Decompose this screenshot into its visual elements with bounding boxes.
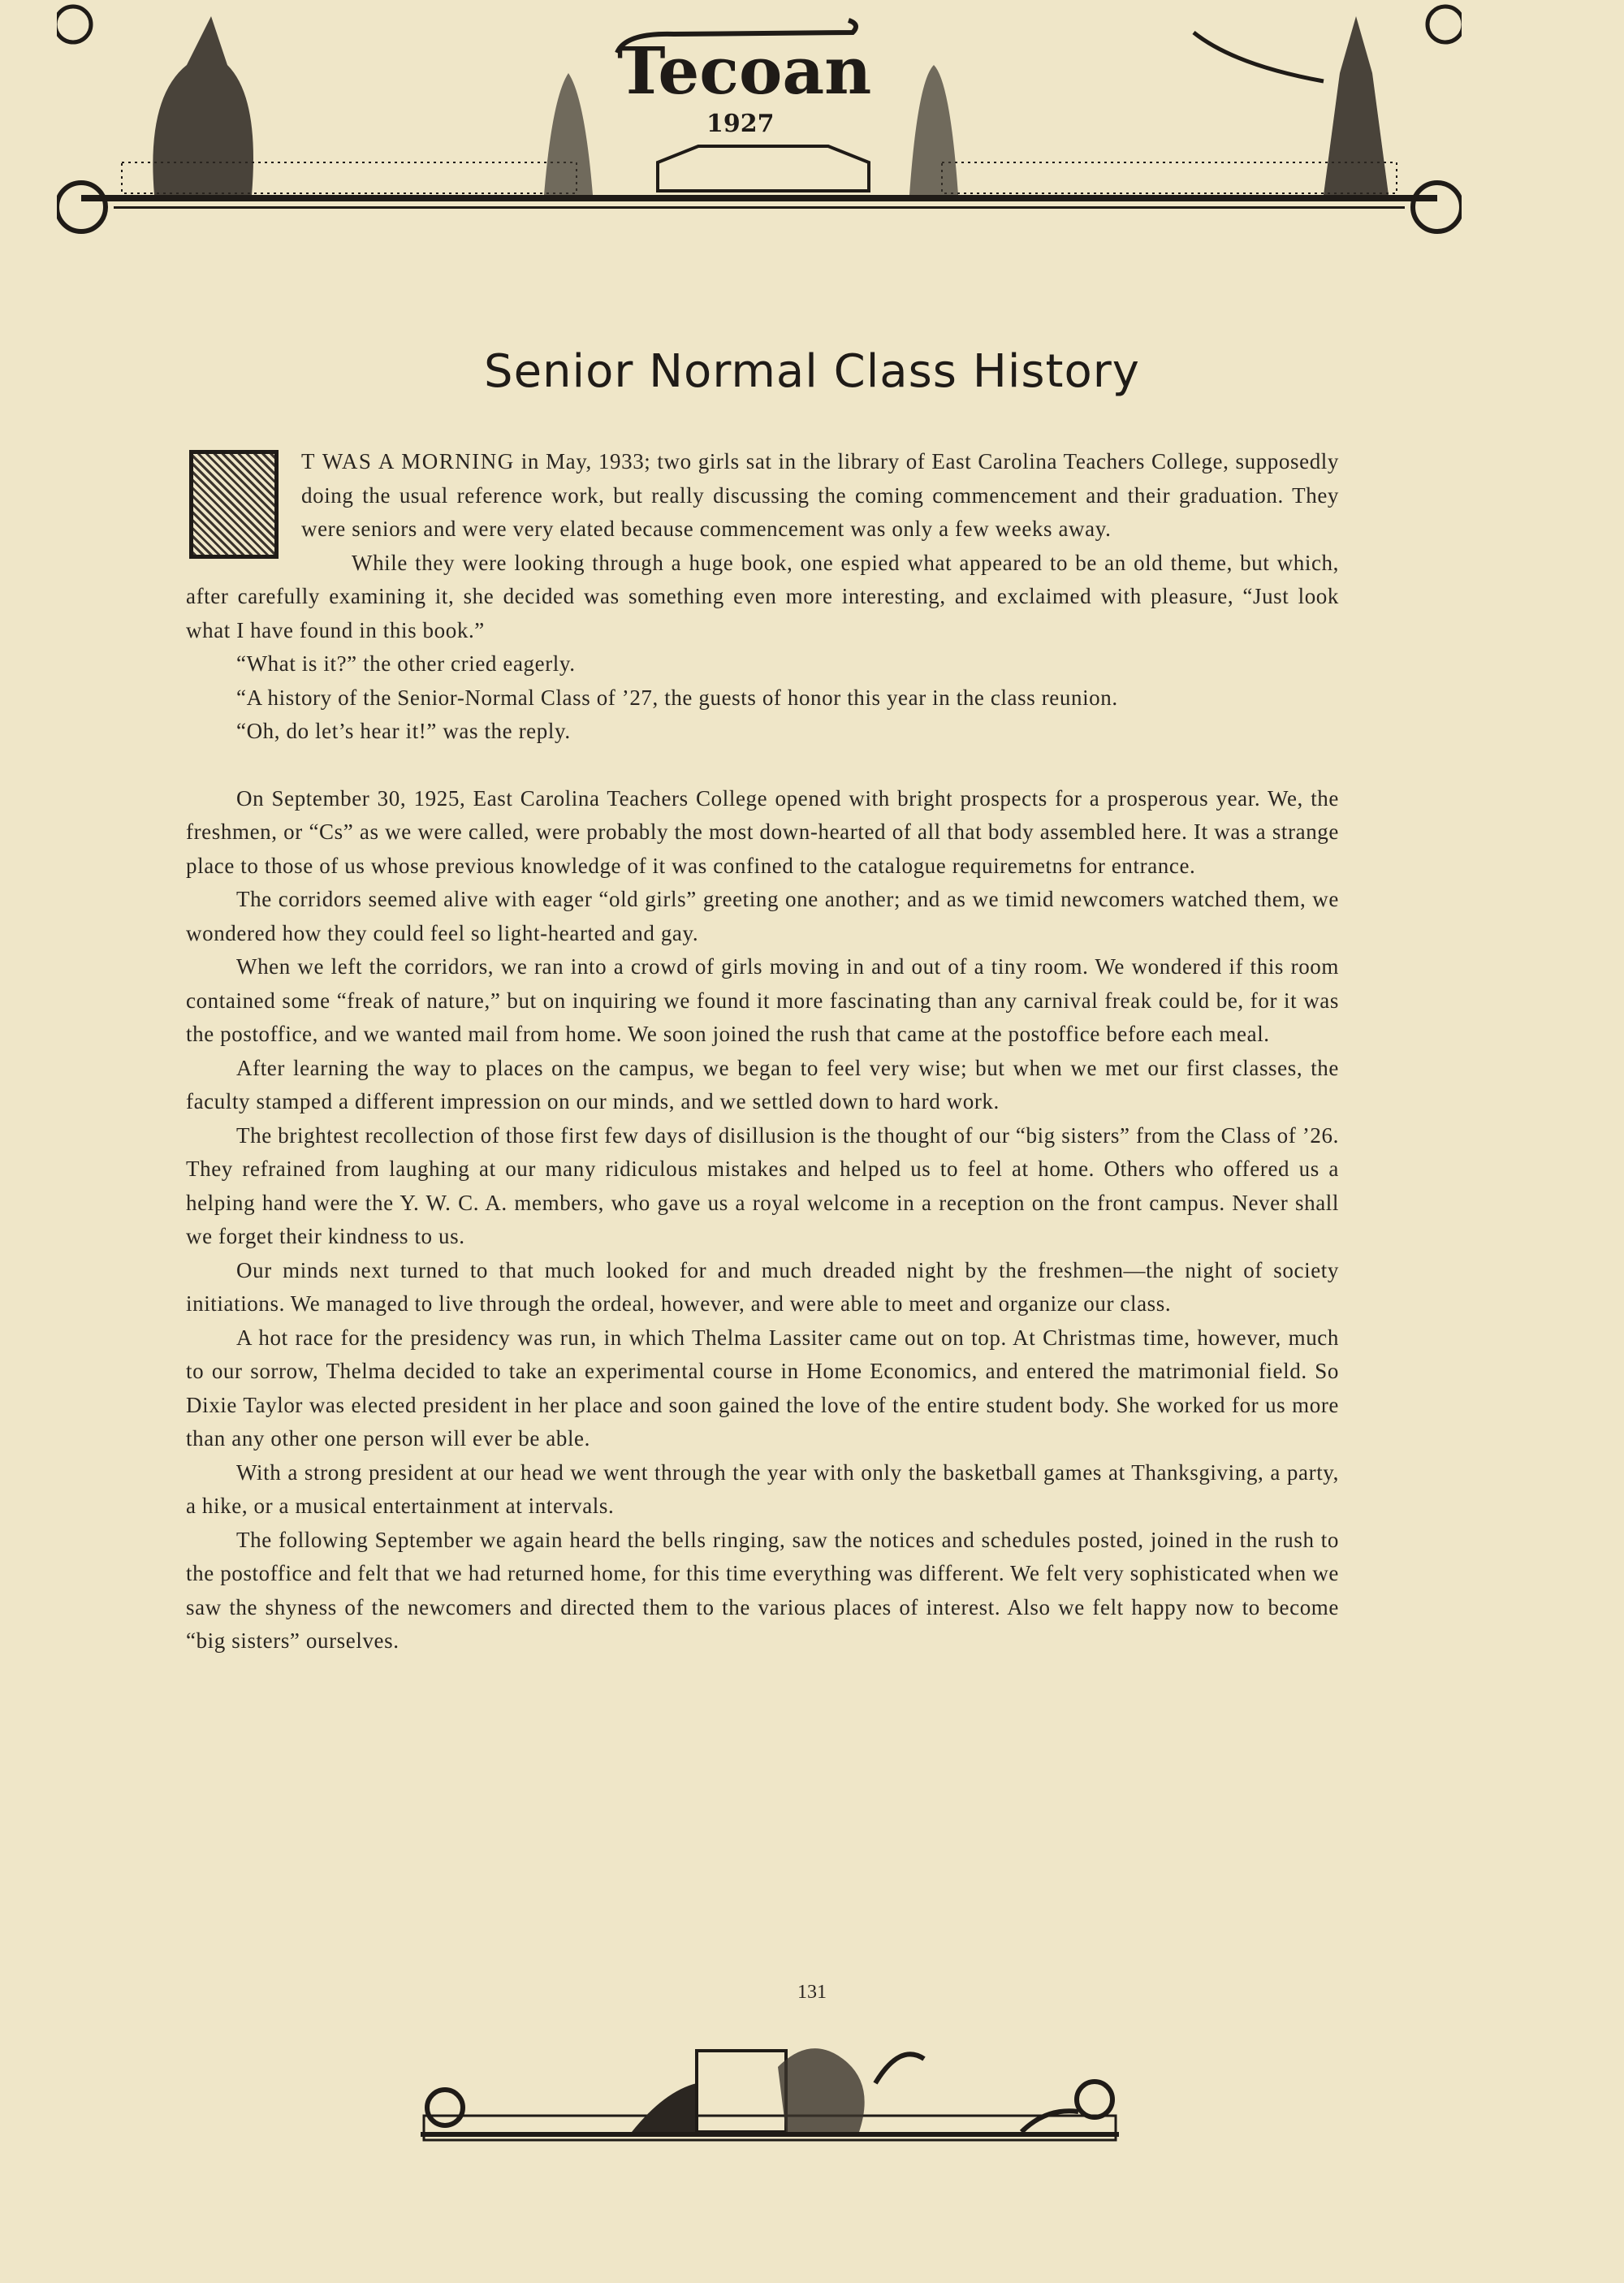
paragraph: On September 30, 1925, East Carolina Teachers College opened with bright prospects for a prosperous year. We, the freshmen, or “Cs” as we were called, were probably the most down-hearted of all that body assembled here. It was a strange place to those of us whose previous knowledge of it was confined to the catalogue requiremetns for entrance. bbox=[186, 785, 1339, 878]
paragraph: “Oh, do let’s hear it!” was the reply. bbox=[236, 719, 571, 743]
paragraph: After learning the way to places on the campus, we began to feel very wise; but when we met our first classes, the faculty stamped a different impression on our minds, and we settled down to hard work. bbox=[186, 1055, 1339, 1113]
lead-in: T WAS A MORNING bbox=[301, 449, 515, 473]
header-ornament bbox=[57, 0, 1462, 240]
paragraph: “What is it?” the other cried eagerly. bbox=[236, 651, 576, 676]
drop-cap-ornament bbox=[189, 450, 279, 559]
paragraph: Our minds next turned to that much looked for and much dreaded night by the freshmen—the night of society initiations. We managed to live through the ordeal, however, and were able to meet and organize our class. bbox=[186, 1257, 1339, 1316]
footer-ornament bbox=[421, 2034, 1119, 2148]
logo-year: 1927 bbox=[706, 110, 775, 138]
paragraph: T WAS A MORNING in May, 1933; two girls sat in the library of East Carolina Teachers College, supposedly doing the usual reference work, but really discussing the coming commencement and their graduation. They were seniors and were very elated because commencement was only a few weeks away. bbox=[186, 445, 1339, 547]
paragraph: With a strong president at our head we went through the year with only the basketball games at Thanksgiving, a party, a hike, or a musical entertainment at intervals. bbox=[186, 1459, 1339, 1518]
paragraph: The following September we again heard the bells ringing, saw the notices and schedules posted, joined in the rush to the postoffice and felt that we had returned home, for this time everything was different. We felt very sophisticated when we saw the shyness of the newcomers and directed them to the various places of interest. Also we felt happy now to become “big sisters” ourselves. bbox=[186, 1527, 1339, 1653]
paragraph: The brightest recollection of those first few days of disillusion is the thought of our “big sisters” from the Class of ’26. They refrained from laughing at our many ridiculous mistakes and helped us to feel at home. Others who offered us a helping hand were the Y. W. C. A. members, who gave us a royal welcome in a reception on the front campus. Never shall we forget their kindness to us. bbox=[186, 1122, 1339, 1248]
paragraph: A hot race for the presidency was run, in which Thelma Lassiter came out on top. At Christmas time, however, much to our sorrow, Thelma decided to take an experimental course in Home Economics, and entered the matrimonial field. So Dixie Taylor was elected president in her place and soon gained the love of the entire student body. She worked for us more than any other one person will ever be able. bbox=[186, 1325, 1339, 1451]
paragraph: The corridors seemed alive with eager “old girls” greeting one another; and as we timid newcomers watched them, we wondered how they could feel so light-hearted and gay. bbox=[186, 887, 1339, 945]
paragraph: While they were looking through a huge book, one espied what appeared to be an old theme, but which, after carefully examining it, she decided was something even more interesting, and exclaimed with pleasure, “Just look what I have found in this book.” bbox=[186, 550, 1339, 642]
page-number: 131 bbox=[797, 1982, 827, 2003]
article-body bbox=[186, 445, 1339, 1658]
logo-title: Tecoan bbox=[617, 32, 872, 109]
paragraph: “A history of the Senior-Normal Class of ’27, the guests of honor this year in the class reunion. bbox=[236, 685, 1118, 710]
paragraph: When we left the corridors, we ran into a crowd of girls moving in and out of a tiny room. We wondered if this room contained some “freak of nature,” but on inquiring we found it more fascinating than any carnival freak could be, for it was the postoffice, and we wanted mail from home. We soon joined the rush that came at the postoffice before each meal. bbox=[186, 954, 1339, 1046]
page-title: Senior Normal Class History bbox=[484, 345, 1140, 398]
